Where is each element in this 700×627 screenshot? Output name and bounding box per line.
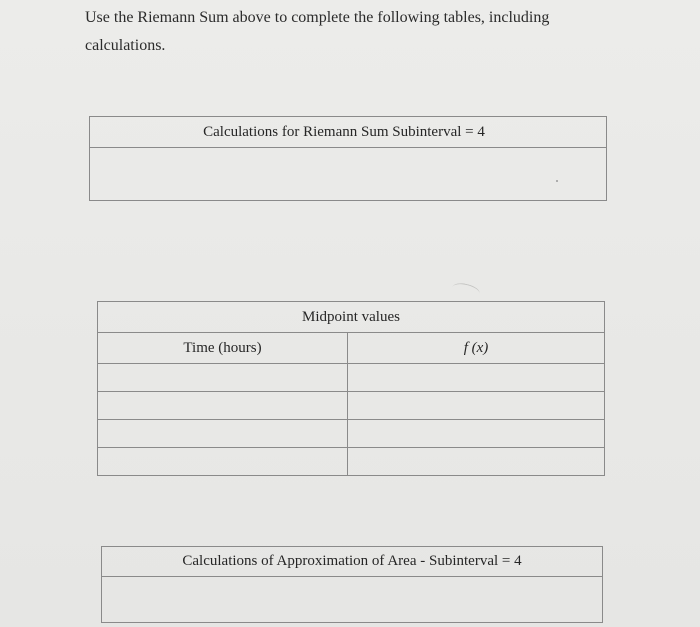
table-row — [98, 364, 605, 392]
fx-column-header: f (x) — [348, 333, 605, 364]
time-cell[interactable] — [98, 364, 348, 392]
midpoint-values-table — [97, 301, 605, 476]
fx-cell[interactable] — [348, 420, 605, 448]
riemann-sum-calculations-table — [89, 116, 607, 201]
instructions-text — [85, 4, 585, 60]
table-row — [98, 420, 605, 448]
table-row — [98, 448, 605, 476]
paper-speck — [556, 180, 558, 182]
time-cell[interactable] — [98, 420, 348, 448]
riemann-sum-calculation-cell[interactable] — [90, 148, 607, 201]
midpoint-table-header: Midpoint values — [98, 302, 605, 333]
time-hours-column-header: Time (hours) — [98, 333, 348, 364]
area-approximation-calculation-cell[interactable] — [102, 577, 603, 623]
fx-cell[interactable] — [348, 364, 605, 392]
instructions-line-1: Use the Riemann Sum above to complete the following tables, including — [85, 9, 550, 26]
riemann-sum-table-title: Calculations for Riemann Sum Subinterval = 4 — [203, 123, 485, 140]
table-row — [98, 392, 605, 420]
stray-pen-mark — [451, 281, 481, 300]
time-cell[interactable] — [98, 448, 348, 476]
instructions-line-2: calculations. — [85, 37, 166, 54]
area-approximation-table — [101, 546, 603, 623]
fx-cell[interactable] — [348, 392, 605, 420]
time-cell[interactable] — [98, 392, 348, 420]
area-approximation-table-header: Calculations of Approximation of Area - Subinterval = 4 — [102, 547, 603, 577]
riemann-sum-table-header — [90, 117, 607, 148]
fx-cell[interactable] — [348, 448, 605, 476]
